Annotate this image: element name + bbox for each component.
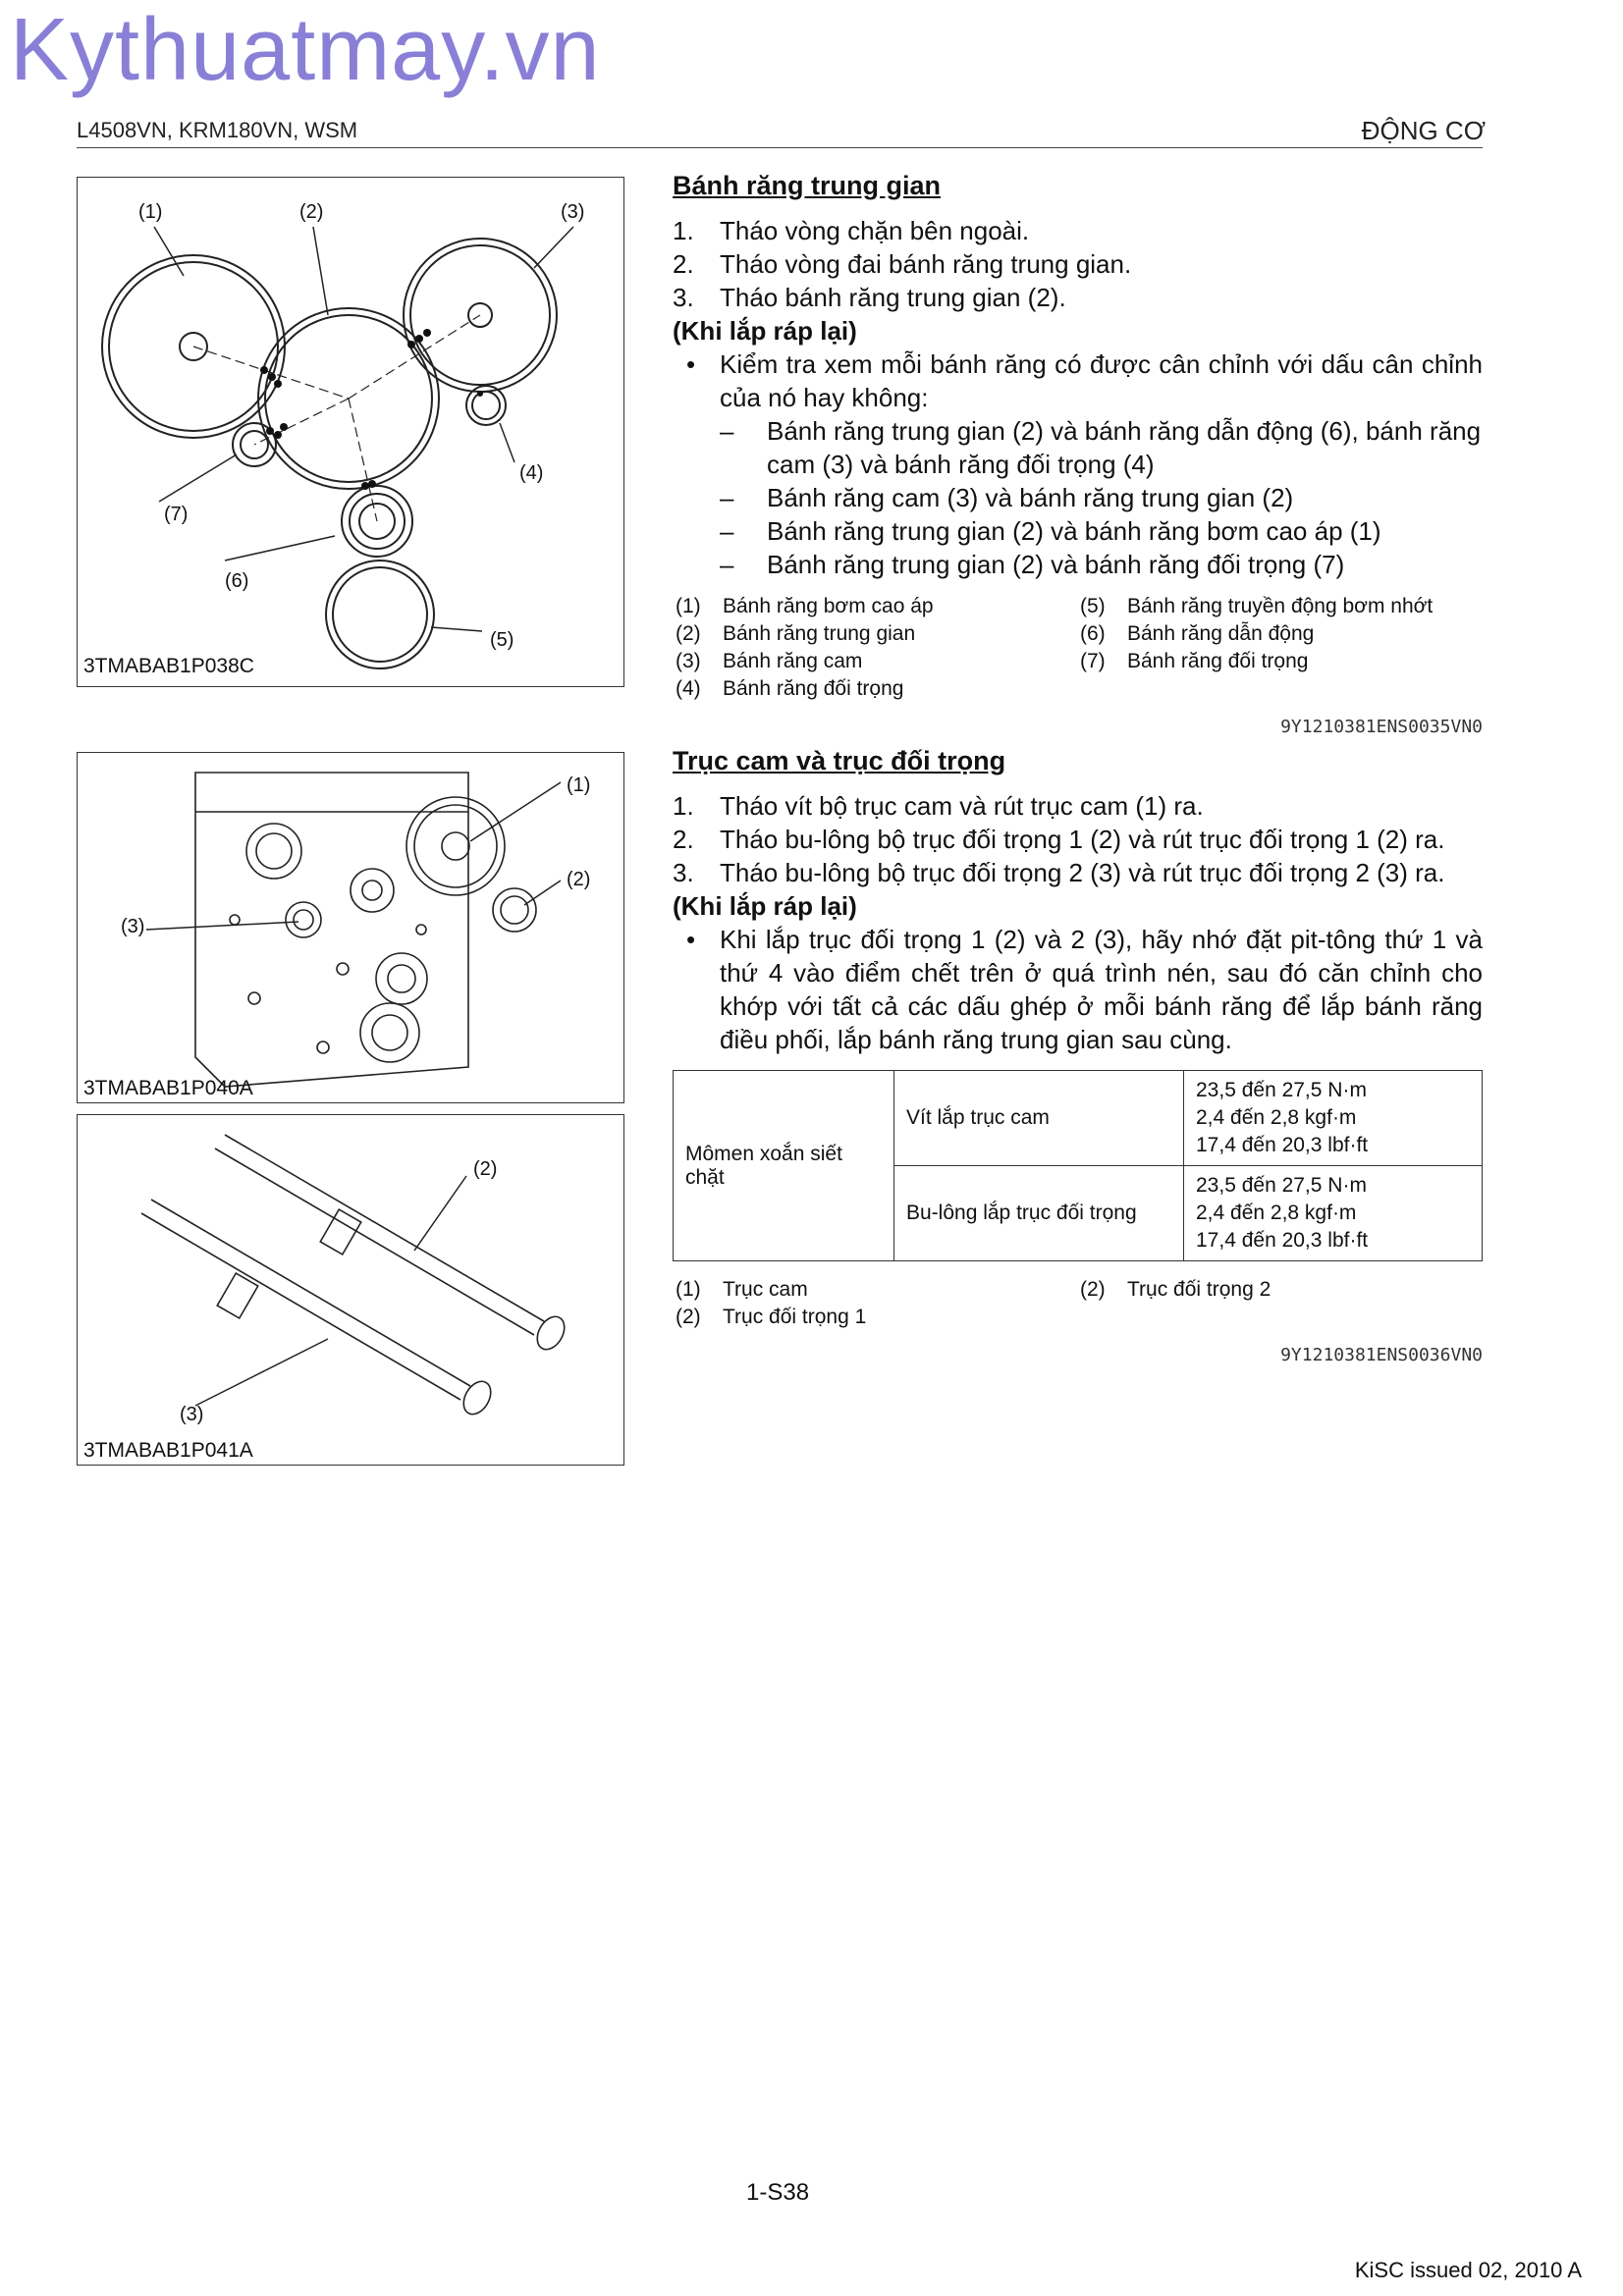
fig1-label-2: (2) <box>299 201 324 223</box>
section1-dash-item: – Bánh răng cam (3) và bánh răng trung gian (2) <box>720 483 1294 512</box>
torque-table <box>673 1070 1483 1261</box>
section2-reassembly-heading: (Khi lắp ráp lại) <box>673 891 857 921</box>
section1-steps <box>673 214 1483 314</box>
fig1-label-5: (5) <box>490 629 514 651</box>
section1-dash-item: – Bánh răng trung gian (2) và bánh răng bơm cao áp (1) <box>720 516 1381 546</box>
engine-block-drawing <box>78 753 623 1102</box>
section1-step: 3. Tháo bánh răng trung gian (2). <box>673 283 1066 312</box>
gear-train-drawing <box>78 178 623 686</box>
torque-label: Mômen xoắn siết chặt <box>674 1071 894 1261</box>
section1-doc-code: 9Y1210381ENS0035VN0 <box>1280 717 1483 737</box>
shafts-drawing <box>78 1115 623 1465</box>
section1-legend-right: (5) Bánh răng truyền động bơm nhớt (6) Bánh răng dẫn động (7) Bánh răng đối trọng <box>1080 595 1434 672</box>
header-section: ĐỘNG CƠ <box>1361 116 1486 145</box>
header-models: L4508VN, KRM180VN, WSM <box>77 118 358 142</box>
torque-values: 23,5 đến 27,5 N·m 2,4 đến 2,8 kgf·m 17,4 đến 20,3 lbf·ft <box>1184 1166 1483 1261</box>
fig2-label-1: (1) <box>567 774 591 796</box>
section1-dash-item: – Bánh răng trung gian (2) và bánh răng dẫn động (6), bánh răng cam (3) và bánh răng đối trọng (4) <box>720 416 1482 479</box>
watermark-logo: Kythuatmay.vn <box>10 1 601 99</box>
section1-title: Bánh răng trung gian <box>673 171 941 200</box>
section2-step: 1. Tháo vít bộ trục cam và rút trục cam (1) ra. <box>673 791 1204 821</box>
section1-dash-item: – Bánh răng trung gian (2) và bánh răng đối trọng (7) <box>720 550 1345 579</box>
fig1-caption: 3TMABAB1P038C <box>83 655 254 677</box>
torque-item: Vít lắp trục cam <box>894 1071 1184 1166</box>
section1-step: 2. Tháo vòng đai bánh răng trung gian. <box>673 249 1132 279</box>
section2-legend-right: (2) Trục đối trọng 2 <box>1080 1278 1271 1301</box>
section1-step: 1. Tháo vòng chặn bên ngoài. <box>673 216 1030 245</box>
fig2-label-2: (2) <box>567 869 591 890</box>
section2-step: 3. Tháo bu-lông bộ trục đối trọng 2 (3) và rút trục đối trọng 2 (3) ra. <box>673 858 1445 887</box>
fig3-label-2: (2) <box>473 1158 498 1180</box>
figure-gear-train <box>77 177 624 687</box>
section2-body <box>673 789 1483 1056</box>
torque-values: 23,5 đến 27,5 N·m 2,4 đến 2,8 kgf·m 17,4 đến 20,3 lbf·ft <box>1184 1071 1483 1166</box>
figure-engine-block <box>77 752 624 1103</box>
fig3-caption: 3TMABAB1P041A <box>83 1439 253 1462</box>
section2-legend-left: (1) Trục cam (2) Trục đối trọng 1 <box>676 1278 867 1328</box>
fig1-label-6: (6) <box>225 570 249 592</box>
fig3-label-3: (3) <box>180 1404 204 1425</box>
figure-shafts <box>77 1114 624 1466</box>
section1-body <box>673 214 1483 581</box>
fig2-label-3: (3) <box>121 916 145 937</box>
torque-item: Bu-lông lắp trục đối trọng <box>894 1166 1184 1261</box>
section2-doc-code: 9Y1210381ENS0036VN0 <box>1280 1345 1483 1365</box>
section1-bullet: • Kiểm tra xem mỗi bánh răng có được cân chỉnh với dấu cân chỉnh của nó hay không: <box>686 349 1483 412</box>
section1-reassembly-heading: (Khi lắp ráp lại) <box>673 316 857 346</box>
page-number: 1-S38 <box>746 2179 810 2206</box>
header-rule <box>77 147 1483 148</box>
fig1-label-1: (1) <box>138 201 163 223</box>
fig1-label-4: (4) <box>519 462 544 484</box>
section2-title: Trục cam và trục đối trọng <box>673 746 1006 775</box>
section1-legend-left: (1) Bánh răng bơm cao áp (2) Bánh răng trung gian (3) Bánh răng cam (4) Bánh răng đối trọng <box>676 595 934 700</box>
fig2-caption: 3TMABAB1P040A <box>83 1077 253 1099</box>
fig1-label-7: (7) <box>164 504 189 525</box>
fig1-label-3: (3) <box>561 201 585 223</box>
section2-steps <box>673 789 1483 889</box>
section2-bullet: • Khi lắp trục đối trọng 1 (2) và 2 (3), hãy nhớ đặt pit-tông thứ 1 và thứ 4 vào điểm chết trên ở quá trình nén, sau đó căn chỉnh cho khớp với tất cả các dấu ghép ở mỗi bánh răng để lắp bánh răng điều phối, lắp bánh răng trung gian sau cùng. <box>686 925 1483 1054</box>
section2-step: 2. Tháo bu-lông bộ trục đối trọng 1 (2) và rút trục đối trọng 1 (2) ra. <box>673 825 1445 854</box>
issue-note: KiSC issued 02, 2010 A <box>1354 2258 1582 2282</box>
